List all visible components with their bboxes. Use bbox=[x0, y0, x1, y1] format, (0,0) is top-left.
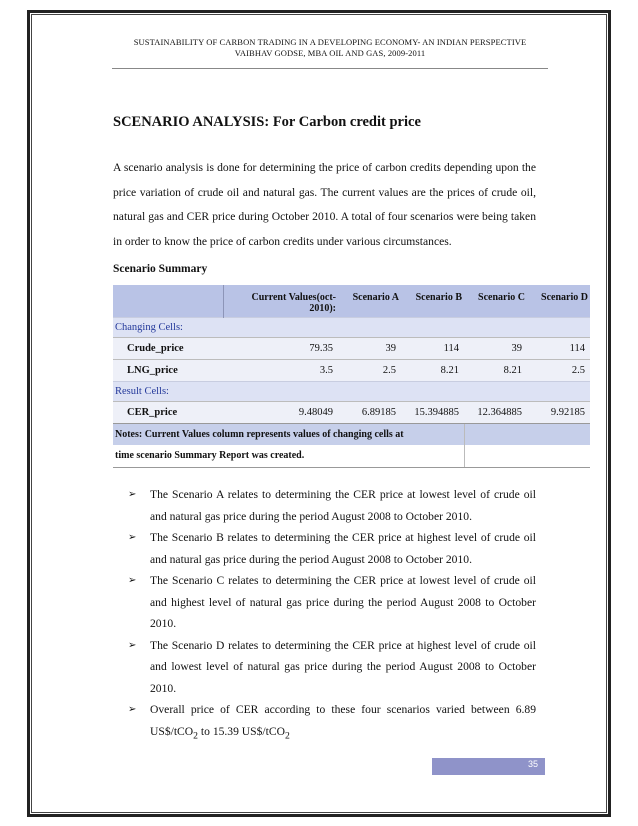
subscript: 2 bbox=[284, 729, 290, 741]
table-cell: 39 bbox=[464, 337, 527, 359]
notes-text-2: time scenario Summary Report was created. bbox=[113, 445, 464, 467]
intro-paragraph: A scenario analysis is done for determining the price of carbon credits depending upon the price variation of crude oil and natural gas. The current values are the prices of crude oil, natural gas and CER price during October 2010. A total of four scenarios were being taken in order to know the price of carbon credits under various circumstances. bbox=[113, 161, 536, 248]
list-item bbox=[128, 699, 536, 746]
header-divider bbox=[112, 68, 548, 69]
bullet-text: The Scenario A relates to determining the CER price at lowest level of crude oil and natural gas price during the period August 2008 to October 2010. bbox=[150, 488, 536, 523]
table-row bbox=[113, 359, 590, 381]
header-line-2: VAIBHAV GODSE, MBA OIL AND GAS, 2009-2011 bbox=[234, 48, 426, 58]
subscript: 2 bbox=[193, 729, 198, 741]
header-scenario-b: Scenario B bbox=[401, 285, 464, 317]
table-cell: 9.92185 bbox=[527, 401, 590, 423]
header-scenario-c: Scenario C bbox=[464, 285, 527, 317]
table-cell: 15.394885 bbox=[401, 401, 464, 423]
list-item bbox=[128, 484, 536, 527]
notes-blank-cell bbox=[464, 423, 527, 445]
notes-text-1: Notes: Current Values column represents values of changing cells at bbox=[113, 423, 464, 445]
header-current-values: Current Values(oct-2010): bbox=[223, 285, 338, 317]
section-title: SCENARIO ANALYSIS: For Carbon credit price bbox=[113, 114, 421, 130]
changing-cells-row bbox=[113, 317, 590, 337]
scenario-summary-heading: Scenario Summary bbox=[113, 263, 208, 275]
scenario-summary-table bbox=[113, 285, 590, 468]
overall-text-mid: to 15.39 US$/tCO bbox=[198, 724, 285, 738]
bullet-text: The Scenario B relates to determining the CER price at highest level of crude oil and natural gas price during the period August 2008 to October 2010. bbox=[150, 531, 536, 566]
bullet-text-overall bbox=[150, 703, 536, 741]
scenario-bullet-list bbox=[128, 484, 536, 746]
table-cell: 6.89185 bbox=[338, 401, 401, 423]
result-cells-row bbox=[113, 381, 590, 401]
page-number: 35 bbox=[432, 758, 545, 775]
header-scenario-a: Scenario A bbox=[338, 285, 401, 317]
row-label-crude-price: Crude_price bbox=[113, 337, 223, 359]
overall-text-start: Overall price of CER according to these four scenarios varied between 6.89 US$/tCO bbox=[150, 703, 536, 738]
table-cell: 12.364885 bbox=[464, 401, 527, 423]
table-row bbox=[113, 337, 590, 359]
list-item bbox=[128, 570, 536, 635]
list-item bbox=[128, 527, 536, 570]
bullet-text: The Scenario C relates to determining the CER price at lowest level of crude oil and highest level of natural gas price during the period August 2008 to October 2010. bbox=[150, 574, 536, 630]
row-label-lng-price: LNG_price bbox=[113, 359, 223, 381]
arrow-bullet-icon: ➢ bbox=[128, 639, 137, 651]
arrow-bullet-icon: ➢ bbox=[128, 704, 137, 715]
table-cell: 3.5 bbox=[223, 359, 338, 381]
arrow-bullet-icon: ➢ bbox=[128, 489, 137, 500]
table-cell: 114 bbox=[527, 337, 590, 359]
bullet-text: The Scenario D relates to determining the CER price at highest level of crude oil and lowest level of natural gas price during the period August 2008 to October 2010. bbox=[150, 638, 536, 695]
result-cells-label: Result Cells: bbox=[113, 381, 590, 401]
table-cell: 79.35 bbox=[223, 337, 338, 359]
table-cell: 8.21 bbox=[464, 359, 527, 381]
header-line-1: SUSTAINABILITY OF CARBON TRADING IN A DEVELOPING ECONOMY- AN INDIAN PERSPECTIVE bbox=[133, 37, 527, 47]
changing-cells-label: Changing Cells: bbox=[113, 317, 590, 337]
notes-blank-cell bbox=[527, 423, 590, 445]
table-cell: 9.48049 bbox=[223, 401, 338, 423]
header-scenario-d: Scenario D bbox=[527, 285, 590, 317]
table-row bbox=[113, 401, 590, 423]
table-cell: 2.5 bbox=[338, 359, 401, 381]
arrow-bullet-icon: ➢ bbox=[128, 575, 137, 586]
arrow-bullet-icon: ➢ bbox=[128, 532, 137, 543]
notes-row-1 bbox=[113, 423, 590, 445]
notes-blank-cell bbox=[527, 445, 590, 467]
notes-blank-cell bbox=[464, 445, 527, 467]
table-cell: 2.5 bbox=[527, 359, 590, 381]
row-label-cer-price: CER_price bbox=[113, 401, 223, 423]
table-cell: 39 bbox=[338, 337, 401, 359]
table-cell: 114 bbox=[401, 337, 464, 359]
table-header-row bbox=[113, 285, 590, 317]
table-cell: 8.21 bbox=[401, 359, 464, 381]
running-header bbox=[120, 37, 540, 59]
list-item bbox=[128, 635, 536, 700]
notes-row-2 bbox=[113, 445, 590, 467]
header-blank-cell bbox=[113, 285, 223, 317]
